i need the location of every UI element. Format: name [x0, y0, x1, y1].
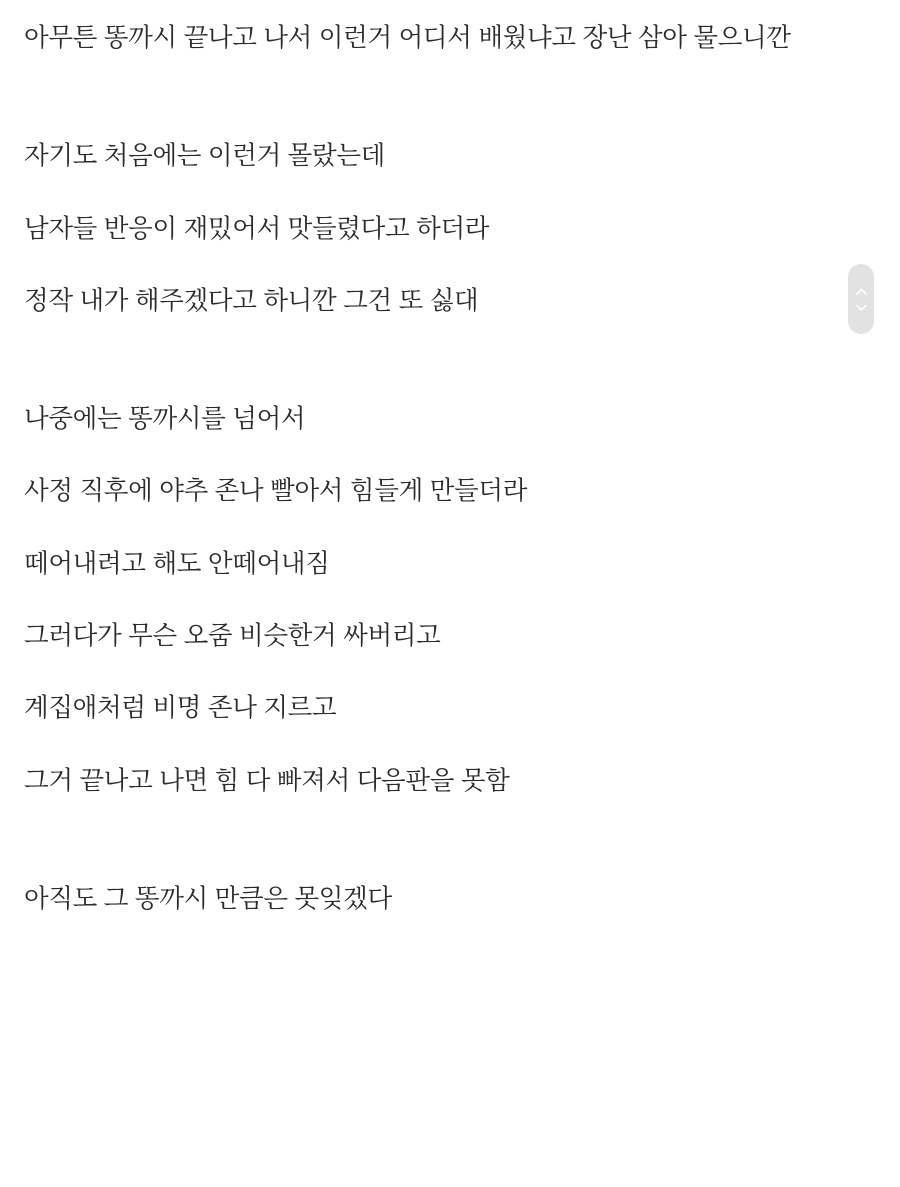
paragraph: 정작 내가 해주겠다고 하니깐 그건 또 싫대	[24, 286, 479, 315]
paragraph: 자기도 처음에는 이런거 몰랐는데	[24, 142, 386, 171]
chevron-up-icon[interactable]	[856, 288, 867, 295]
paragraph: 아직도 그 똥까시 만큼은 못잊겠다	[24, 884, 392, 913]
document-text-body	[24, 18, 860, 919]
paragraph: 사정 직후에 야추 존나 빨아서 힘들게 만들더라	[24, 477, 528, 506]
paragraph: 그러다가 무슨 오줌 비슷한거 싸버리고	[24, 621, 441, 650]
paragraph: 떼어내려고 해도 안떼어내짐	[24, 549, 330, 578]
paragraph: 아무튼 똥까시 끝나고 나서 이런거 어디서 배웠냐고 장난 삼아 물으니깐	[24, 24, 791, 52]
paragraph: 남자들 반응이 재밌어서 맛들렸다고 하더라	[24, 214, 490, 243]
paragraph: 계집애처럼 비명 존나 지르고	[24, 694, 337, 723]
scrollbar-thumb[interactable]	[848, 264, 874, 334]
paragraph: 나중에는 똥까시를 넘어서	[24, 405, 306, 434]
chevron-down-icon[interactable]	[856, 304, 867, 311]
paragraph: 그거 끝나고 나면 힘 다 빠져서 다음판을 못함	[24, 766, 510, 795]
